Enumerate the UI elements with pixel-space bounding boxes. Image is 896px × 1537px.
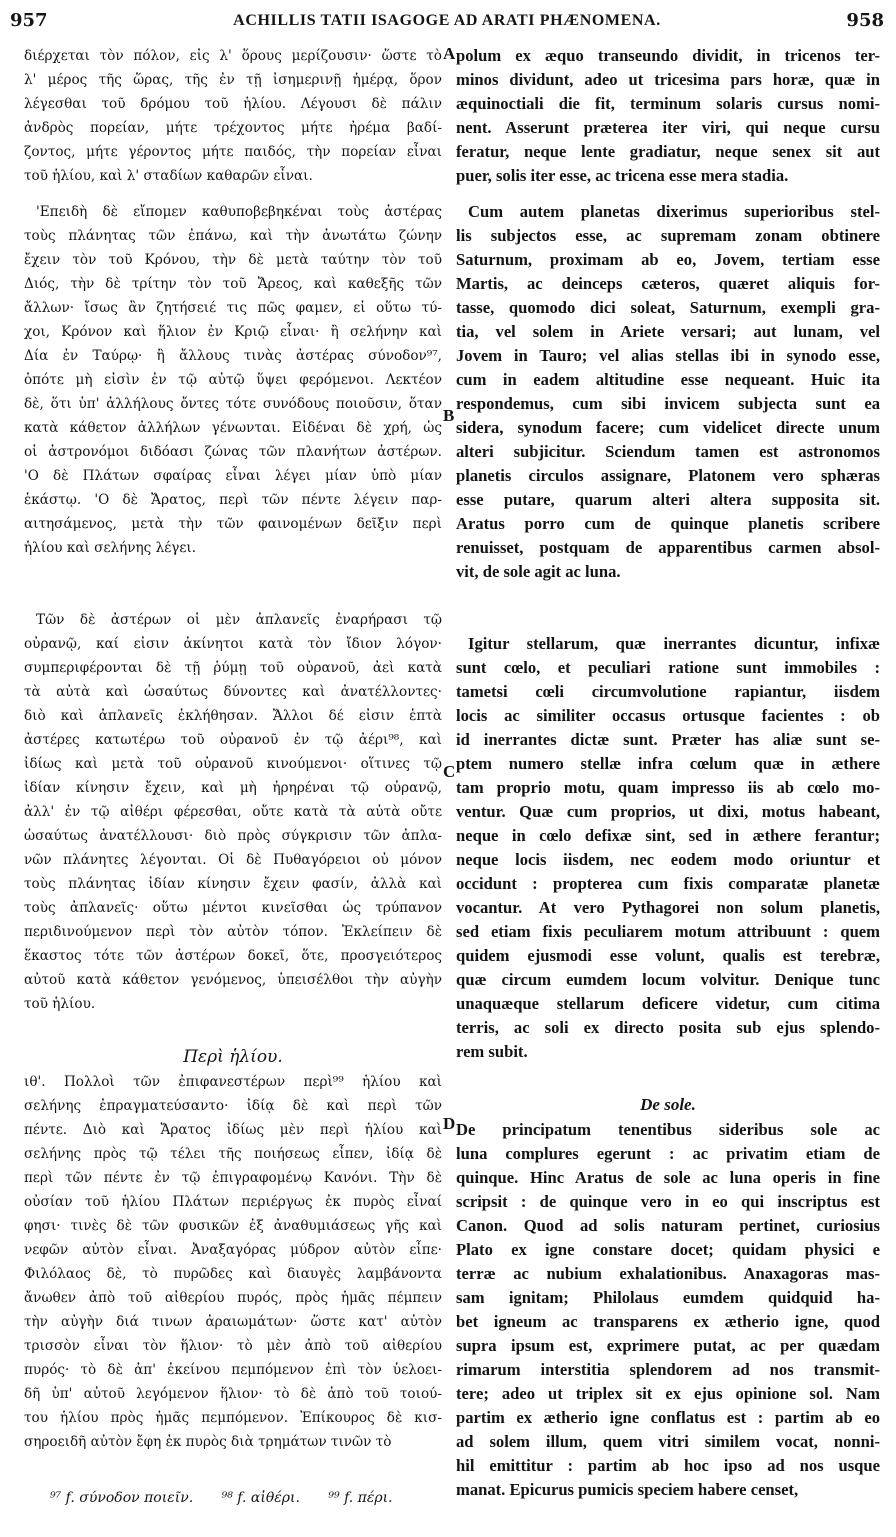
text-line: æquinoctiali die fit, terminum solaris cursus nomi- — [456, 94, 880, 113]
paragraph-gap — [456, 584, 880, 632]
text-line: sunt cœlo, et peculiari ratione sunt immobiles : — [456, 658, 880, 677]
text-line: bet igneum ac transparens ex ætherio igne, quod — [456, 1312, 880, 1331]
text-line: Φιλόλαος δὲ, τὸ πυρῶδες καὶ διαυγὲς λαμβάνοντα — [24, 1266, 442, 1282]
text-line: νεφῶν αὐτὸν εἶναι. Ἀναξαγόρας μύδρον αὐτὸν εἶπε· — [24, 1242, 442, 1258]
text-line: Igitur stellarum, quæ inerrantes dicuntur, infixæ — [468, 634, 880, 653]
text-line: Aratus porro cum de quinque planetis scribere — [456, 514, 880, 533]
footnote-97: ⁹⁷ f. σύνοδον ποιεῖν. — [50, 1490, 194, 1506]
text-line: tere; adeo ut triplex sit ex ejus opinione sol. Nam — [456, 1384, 880, 1403]
text-line: lis subjectos esse, ac supremam zonam obtinere — [456, 226, 880, 245]
text-line: sidera, synodum facere; cum videlicet directe unum — [456, 418, 880, 437]
text-line: tia, vel solem in Ariete versari; aut lunam, vel — [456, 322, 880, 341]
text-line: quidem ejusmodi esse volunt, qualis est terebræ, — [456, 946, 880, 965]
text-line: alteri subjicitur. Sciendum tamen est astronomos — [456, 442, 880, 461]
text-line: σελήνης πρὸς τῷ τέλει τῆς ποιήσεως εἶπεν, ἰδίᾳ δὲ — [24, 1146, 442, 1162]
text-line: renuisset, postquam de apparentibus carmen absol- — [456, 538, 880, 557]
text-line: Plato ex igne constare docet; quidam physici e — [456, 1240, 880, 1259]
text-line: νῶν πλάνητες λέγονται. Οἱ δὲ Πυθαγόρειοι οὐ μόνον — [24, 852, 442, 868]
text-line: τοὺς πλάνητας ἰδίαν κίνησιν ἔχειν φασίν, ἀλλὰ καὶ — [24, 876, 442, 892]
text-line: ἄνωθεν ἀπὸ τοῦ αἰθερίου πυρός, πρὸς ἡμᾶς πέμπειν — [24, 1290, 442, 1306]
text-line: συμπεριφέρονται δὲ τῇ ῥύμῃ τοῦ οὐρανοῦ, ἀεὶ κατὰ — [24, 660, 442, 676]
paragraph-gap — [24, 188, 442, 200]
text-line: ὡσαύτως ἀνατέλλουσι· διὸ πρὸς σύγκρισιν τῶν ἀπλα- — [24, 828, 442, 844]
text-line: του ἡλίου πρὸς ἡμᾶς πεμπόμενον. Ἐπίκουρος δὲ κισ- — [24, 1410, 442, 1426]
paragraph-gap — [24, 560, 442, 608]
text-line: δῆ ὑπ' αὐτοῦ λεγόμενον ἥλιον· τὸ δὲ ἀπὸ τοῦ τοιού- — [24, 1386, 442, 1402]
text-line: λ' μέρος τῆς ὥρας, τῆς ἐν τῇ ἰσημερινῇ ἡμέρᾳ, ὅρον — [24, 72, 442, 88]
text-line: planetis circulos assignare, Platonem vero sphæras — [456, 466, 880, 485]
text-line: nent. Asserunt præterea iter viri, qui neque cursu — [456, 118, 880, 137]
text-line: terris, ac soli ex directo posita sub ejus splendo- — [456, 1018, 880, 1037]
text-line: respondemus, cum sibi invicem subjecta sunt ea — [456, 394, 880, 413]
greek-column — [24, 44, 442, 1454]
text-line: polum ex æquo transeundo dividit, in tricenos ter- — [456, 46, 880, 65]
text-line: 'Ο δὲ Πλάτων σφαίρας εἶναι λέγει μίαν ὑπὸ μίαν — [24, 468, 442, 484]
text-line: αιτησάμενος, μετὰ τὴν τῶν φαινομένων δεῖξιν περὶ — [24, 516, 442, 532]
text-line: ἄλλων· ἴσως ἂν ζητήσειέ τις πῶς φαμεν, εἰ οὕτω τύ- — [24, 300, 442, 316]
text-line: τοῦ ἡλίου, καὶ λ' σταδίων καθαρῶν εἶναι. — [24, 168, 313, 184]
text-line: sam ignitam; Philolaus eumdem quidquid ha- — [456, 1288, 880, 1307]
text-line: κατὰ κάθετον ἀλλήλων γένωνται. Εἰδέναι δὲ χρή, ὡς — [24, 420, 442, 436]
text-line: locis ac similiter occasus ortusque facientes : ob — [456, 706, 880, 725]
text-line: tametsi cœli circumvolutione rapiantur, iisdem — [456, 682, 880, 701]
text-line: Canon. Quod ad solis naturam pertinet, curiosius — [456, 1216, 880, 1235]
text-line: Cum autem planetas dixerimus superioribus stel- — [468, 202, 880, 221]
text-line: Δία ἐν Ταύρῳ· ἢ ἄλλους τινὰς ἀστέρας σύνοδον⁹⁷, — [24, 348, 442, 364]
margin-letter-b: B — [443, 406, 455, 425]
text-line: terræ ac nubium exhalationibus. Anaxagoras mas- — [456, 1264, 880, 1283]
text-line: περιδινούμενον περὶ τὸν αὐτὸν τόπον. Ἐκλείπειν δὲ — [24, 924, 442, 940]
paragraph-gap — [24, 1016, 442, 1044]
text-line: minos dividunt, adeo ut tricesima pars horæ, quæ in — [456, 70, 880, 89]
text-line: occidunt : propterea cum fixis comparatæ planetæ — [456, 874, 880, 893]
text-line: οἱ ἀστρονόμοι διδόασι ζώνας τῶν πλανήτων ἀστέρων. — [24, 444, 442, 460]
paragraph-gap — [456, 1064, 880, 1092]
paragraph — [456, 1118, 880, 1502]
text-line: Martis, ac deinceps cæteros, quæret aliquis for- — [456, 274, 880, 293]
paragraph — [456, 632, 880, 1064]
text-line: tam proprio motu, quam impresso iis ab cœlo mo- — [456, 778, 880, 797]
text-line: Jovem in Tauro; vel alias stellas ibi in synodo esse, — [456, 346, 880, 365]
text-line: λέγεσθαι τοῦ δρόμου τοῦ ἡλίου. Λέγουσι δὲ πάλιν — [24, 96, 442, 112]
text-line: τὰ αὐτὰ καὶ ὡσαύτως δύνοντες καὶ ἀνατέλλοντες· — [24, 684, 442, 700]
text-line: cum in eadem altitudine esse nequeant. Huic ita — [456, 370, 880, 389]
text-line: partim ex ætherio igne conflatus est : partim ab eo — [456, 1408, 880, 1427]
running-title: ACHILLIS TATII ISAGOGE AD ARATI PHÆNOMENA. — [233, 12, 661, 29]
text-line: οὐσίαν τοῦ ἡλίου Πλάτων περιέργως ἐκ πυρὸς εἶναί — [24, 1194, 442, 1210]
paragraph — [24, 1070, 442, 1454]
text-line: τοῦ ἡλίου. — [24, 996, 96, 1012]
text-line: ἀστέρες κατωτέρω τοῦ οὐρανοῦ ἐν τῷ ἀέρι⁹⁸, καὶ — [24, 732, 442, 748]
text-line: scripsit : de quinque vero in eo qui inscriptus est — [456, 1192, 880, 1211]
text-line: esse putare, quarum alteri altera supposita sit. — [456, 490, 880, 509]
section-heading: Περὶ ἡλίου. — [183, 1047, 283, 1067]
page-number-left: 957 — [10, 10, 48, 31]
text-line: ἡλίου καὶ σελήνης λέγει. — [24, 540, 197, 556]
margin-letter-c: C — [443, 762, 456, 781]
margin-letter-d: D — [443, 1114, 456, 1133]
text-line: τρισσὸν εἶναι τὸν ἥλιον· τὸ μὲν ἀπὸ τοῦ αἰθερίου — [24, 1338, 442, 1354]
section-heading: De sole. — [640, 1095, 696, 1114]
text-line: De principatum tenentibus sideribus sole ac — [456, 1120, 880, 1139]
text-line: neque locis iisdem, nec eodem modo oriuntur et — [456, 850, 880, 869]
text-line: vit, de sole agit ac luna. — [456, 562, 621, 581]
text-line: id inerrantes dictæ sunt. Præter has aliæ sunt se- — [456, 730, 880, 749]
latin-column — [456, 44, 880, 1502]
text-line: tasse, quomodo dici soleat, Saturnum, exempli gra- — [456, 298, 880, 317]
text-line: Τῶν δὲ ἀστέρων οἱ μὲν ἀπλανεῖς ἐναρήρασι τῷ — [36, 612, 442, 628]
text-line: ἀνδρὸς πορείαν, μήτε τρέχοντος μήτε ἠρέμα βαδί- — [24, 120, 442, 136]
footnotes — [50, 1490, 417, 1506]
text-line: feratur, neque lente gradiatur, neque senex sit aut — [456, 142, 880, 161]
text-line: manat. Epicurus pumicis speciem habere censet, — [456, 1480, 799, 1499]
text-line: sed etiam fixis peculiarem motum attribuunt : quem — [456, 922, 880, 941]
footnote-98: ⁹⁸ f. αἰθέρι. — [221, 1490, 300, 1506]
text-line: Saturnum, proximam ab eo, Jovem, tertiam esse — [456, 250, 880, 269]
text-line: rem subit. — [456, 1042, 528, 1061]
text-line: πυρός· τὸ δὲ ἀπ' ἐκείνου πεμπόμενον ἐπὶ τὸν ὑελοει- — [24, 1362, 442, 1378]
paragraph — [456, 200, 880, 584]
text-line: ἔχειν τὸν τοῦ Κρόνου, τὴν δὲ μετὰ ταύτην τὸν τοῦ — [24, 252, 442, 268]
text-line: Διός, τὴν δὲ τρίτην τὸν τοῦ Ἄρεος, καὶ καθεξῆς τῶν — [24, 276, 442, 292]
text-line: χοι, Κρόνον καὶ ἥλιον ἐν Κριῷ εἶναι· ἢ σελήνην καὶ — [24, 324, 442, 340]
text-line: ζοντος, μήτε γέροντος μήτε παιδός, τὴν πορείαν εἶναι — [24, 144, 442, 160]
text-line: ptem numero stellæ infra cœlum quæ in æthere — [456, 754, 880, 773]
text-line: σηροειδῆ αὐτὸν ἔφη ἐκ πυρὸς διὰ τρημάτων τινῶν τὸ — [24, 1434, 392, 1450]
text-line: unaquæque stellarum deficere videtur, cum citima — [456, 994, 880, 1013]
text-line: δὲ, ὅτι ὑπ' ἀλλήλους ὄντες τότε συνόδους ποιοῦσιν, ὅταν — [24, 396, 442, 412]
text-line: αὐτοῦ κατὰ κάθετον γενόμενος, ὑπεισέλθοι τὴν αὐγὴν — [24, 972, 442, 988]
text-line: οὐρανῷ, καί εἰσιν ἀκίνητοι κατὰ τὸν ἴδιον λόγον· — [24, 636, 442, 652]
text-line: ventur. Quæ cum proprios, ut dixi, motus habeant, — [456, 802, 880, 821]
page-number-right: 958 — [846, 10, 884, 31]
paragraph — [24, 44, 442, 188]
text-line: σελήνης ἐπραγματεύσαντο· ἰδίᾳ δὲ καὶ περὶ τῶν — [24, 1098, 442, 1114]
text-line: quinque. Hinc Aratus de sole ac luna operis in fine — [456, 1168, 880, 1187]
text-line: luna complures egerunt : ac privatim etiam de — [456, 1144, 880, 1163]
text-line: puer, solis iter esse, ac tricena esse mera stadia. — [456, 166, 789, 185]
footnote-99: ⁹⁹ f. πέρι. — [328, 1490, 393, 1506]
text-line: ιθ'. Πολλοὶ τῶν ἐπιφανεστέρων περὶ⁹⁹ ἡλίου καὶ — [24, 1074, 442, 1090]
text-line: quæ circum eumdem locum volvitur. Denique tunc — [456, 970, 880, 989]
text-line: neque in cœlo defixæ sint, sed in æthere ferantur; — [456, 826, 880, 845]
text-line: διέρχεται τὸν πόλον, εἰς λ' ὅρους μερίζουσιν· ὥστε τὸ — [24, 48, 442, 64]
text-line: ἑκάστῳ. 'Ο δὲ Ἄρατος, περὶ τῶν πέντε λέγειν παρ- — [24, 492, 442, 508]
text-line: rimarum interstitia splendorem ad nos transmit- — [456, 1360, 880, 1379]
text-line: περὶ τῶν πέντε ἐν τῷ ἐπιγραφομένῳ Κανόνι. Τὴν δὲ — [24, 1170, 442, 1186]
text-line: ἰδίως καὶ μετὰ τοῦ οὐρανοῦ κινούμενοι· οἵτινες τῷ — [24, 756, 442, 772]
text-line: πέντε. Διὸ καὶ Ἄρατος ἰδίως μὲν περὶ ἡλίου καὶ — [24, 1122, 442, 1138]
text-line: τοὺς πλάνητας τῶν ἐπάνω, καὶ τὴν ἀνωτάτω ζώνην — [24, 228, 442, 244]
text-line: τοὺς ἀπλανεῖς· οὕτω μέντοι κινεῖσθαι ὡς τρύπανον — [24, 900, 442, 916]
margin-letter-a: A — [443, 44, 456, 63]
text-line: φησι· τινὲς δὲ τῶν φυσικῶν ἐξ ἀναθυμιάσεως γῆς καὶ — [24, 1218, 442, 1234]
text-line: ἀλλ' ἐν τῷ αἰθέρι φέρεσθαι, οὔτε κατὰ τὰ αὐτὰ οὔτε — [24, 804, 442, 820]
text-line: ἕκαστος τότε τῶν ἀστέρων δοκεῖ, ὅτε, προσγειότερος — [24, 948, 442, 964]
paragraph — [24, 200, 442, 560]
paragraph-gap — [456, 188, 880, 200]
text-line: διὸ καὶ ἀπλανεῖς ἐκλήθησαν. Ἄλλοι δέ εἰσιν ἑπτὰ — [24, 708, 442, 724]
text-line: ὁπότε μὴ εἰσὶν ἐν τῷ αὐτῷ ὕψει φερόμενοι. Λεκτέον — [24, 372, 442, 388]
text-line: vocantur. At vero Pythagorei non solum planetis, — [456, 898, 880, 917]
text-line: hil emittitur : partim ab hoc ipso ad nos usque — [456, 1456, 880, 1475]
running-header — [10, 10, 884, 42]
text-line: ἰδίαν κίνησιν ἔχειν, καὶ μὴ ἠρηρέναι τῷ οὐρανῷ, — [24, 780, 442, 796]
text-line: ad solem illum, quem vitri similem vocat, nonni- — [456, 1432, 880, 1451]
text-line: τὴν αὐγὴν διά τινων ἀραιωμάτων· ὥστε κατ' αὐτὸν — [24, 1314, 442, 1330]
paragraph — [24, 608, 442, 1016]
text-line: supra ipsum est, exprimere putat, ac per quædam — [456, 1336, 880, 1355]
text-line: 'Επειδὴ δὲ εἴπομεν καθυποβεβηκέναι τοὺς ἀστέρας — [36, 204, 442, 220]
paragraph — [456, 44, 880, 188]
